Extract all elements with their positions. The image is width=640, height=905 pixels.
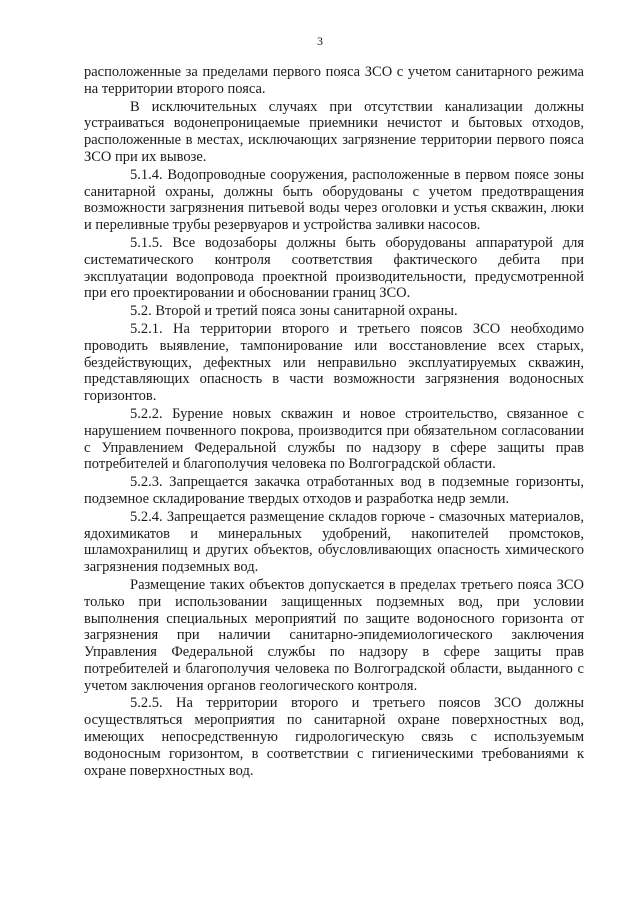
paragraph: 5.1.4. Водопроводные сооружения, расположенные в первом поясе зоны санитарной охраны, должны быть оборудованы с учетом предотвращения возможности загрязнения питьевой воды через оголовки и устья скважин, люки и переливные трубы резервуаров и устройства заливки насосов. bbox=[84, 166, 584, 234]
paragraph: В исключительных случаях при отсутствии канализации должны устраиваться водонепроницаемые приемники нечистот и бытовых отходов, расположенные в местах, исключающих загрязнение территории первого пояса ЗСО при их вывозе. bbox=[84, 98, 584, 165]
page-number: 3 bbox=[317, 34, 323, 48]
document-body bbox=[84, 64, 584, 779]
paragraph: 5.2.1. На территории второго и третьего поясов ЗСО необходимо проводить выявление, тампонирование или восстановление всех старых, бездействующих, дефектных или неправильно эксплуатируемых скважин, представляющих опасность в части возможности загрязнения водоносных горизонтов. bbox=[84, 320, 584, 405]
paragraph: 5.2.5. На территории второго и третьего поясов ЗСО должны осуществляться мероприятия по санитарной охране поверхностных вод, имеющих непосредственную гидрологическую связь с используемым водоносным горизонтом, в соответствии с гигиеническими требованиями к охране поверхностных вод. bbox=[84, 695, 584, 779]
paragraph: Размещение таких объектов допускается в пределах третьего пояса ЗСО только при использовании защищенных подземных вод, при условии выполнения специальных мероприятий по защите водоносного горизонта от загрязнения при наличии санитарно-эпидемиологического заключения Управления Федеральной службы по надзору в сфере защиты прав потребителей и благополучия человека по Волгоградской области, выданного с учетом заключения органов геологического контроля. bbox=[84, 576, 584, 694]
paragraph: 5.2.2. Бурение новых скважин и новое строительство, связанное с нарушением почвенного покрова, производится при обязательном согласовании с Управлением Федеральной службы по надзору в сфере защиты прав потребителей и благополучия человека по Волгоградской области. bbox=[84, 405, 584, 473]
paragraph: 5.2.3. Запрещается закачка отработанных вод в подземные горизонты, подземное складирование твердых отходов и разработка недр земли. bbox=[84, 474, 584, 507]
paragraph: 5.2.4. Запрещается размещение складов горюче - смазочных материалов, ядохимикатов и минеральных удобрений, накопителей промстоков, шламохранилищ и других объектов, обусловливающих опасность химического загрязнения подземных вод. bbox=[84, 508, 584, 576]
paragraph: 5.1.5. Все водозаборы должны быть оборудованы аппаратурой для систематического контроля соответствия фактического дебита при эксплуатации водопровода проектной производительности, предусмотренной при его проектировании и обосновании границ ЗСО. bbox=[84, 234, 584, 302]
paragraph: 5.2. Второй и третий пояса зоны санитарной охраны. bbox=[130, 303, 458, 320]
paragraph: расположенные за пределами первого пояса ЗСО с учетом санитарного режима на территории второго пояса. bbox=[84, 64, 584, 97]
